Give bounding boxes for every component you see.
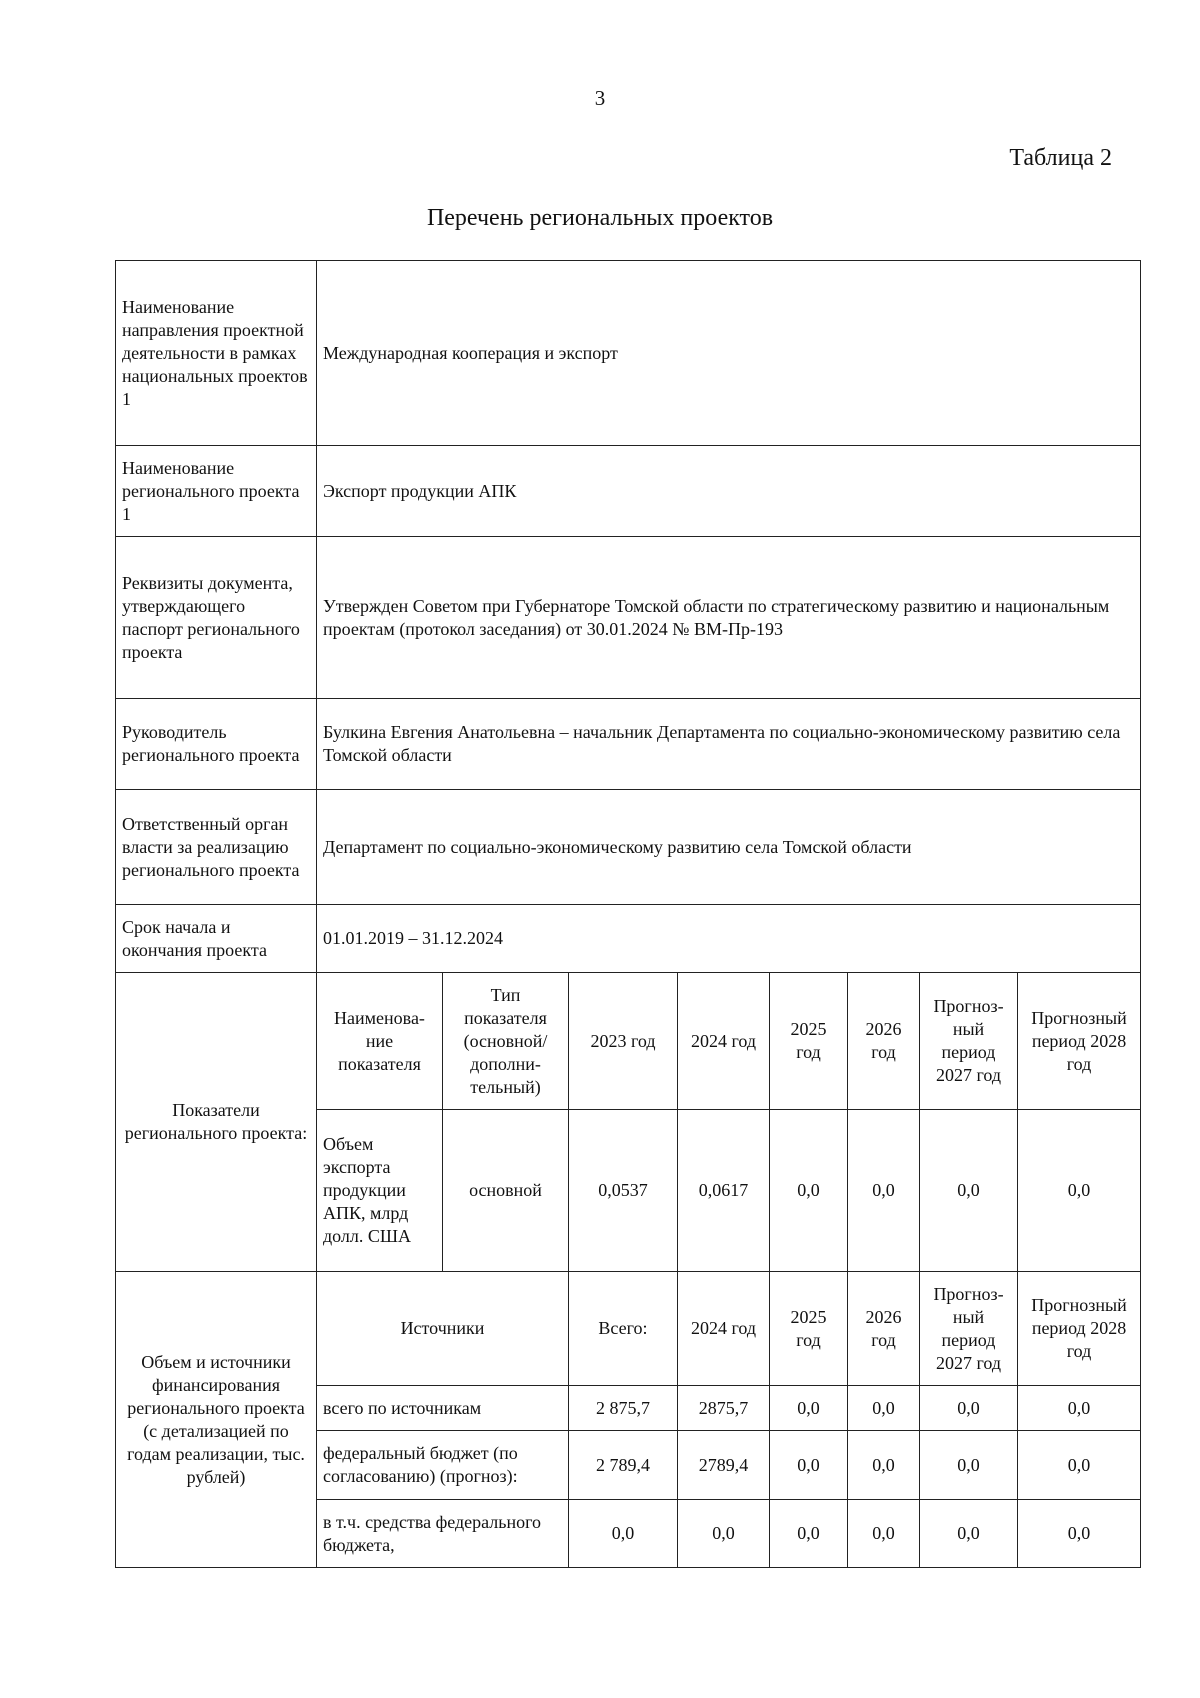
indicator-2023: 0,0537 — [569, 1110, 678, 1272]
financing-2028: 0,0 — [1018, 1431, 1141, 1500]
indicator-2028: 0,0 — [1018, 1110, 1141, 1272]
financing-2026: 0,0 — [848, 1500, 920, 1568]
financing-2028: 0,0 — [1018, 1500, 1141, 1568]
regional-projects-table — [115, 260, 1141, 1568]
indicators-label: Показатели регионального проекта: — [116, 973, 317, 1272]
row-requisites — [116, 537, 1141, 699]
project-name-label: Наименование регионального проекта 1 — [116, 446, 317, 537]
financing-total: 0,0 — [569, 1500, 678, 1568]
indicator-type: основной — [443, 1110, 569, 1272]
row-project-name — [116, 446, 1141, 537]
indicators-header-2024: 2024 год — [678, 973, 770, 1110]
direction-label: Наименование направления проектной деятельности в рамках национальных проектов 1 — [116, 261, 317, 446]
head-value: Булкина Евгения Анатольевна – начальник Департамента по социально-экономическому развитию села Томской области — [317, 699, 1141, 790]
financing-2028: 0,0 — [1018, 1386, 1141, 1431]
indicators-header-2027: Прогноз-ный период 2027 год — [920, 973, 1018, 1110]
financing-total: 2 875,7 — [569, 1386, 678, 1431]
financing-2024: 0,0 — [678, 1500, 770, 1568]
head-label: Руководитель регионального проекта — [116, 699, 317, 790]
indicator-name: Объем экспорта продукции АПК, млрд долл. США — [317, 1110, 443, 1272]
term-value: 01.01.2019 – 31.12.2024 — [317, 905, 1141, 973]
row-direction — [116, 261, 1141, 446]
financing-label: Объем и источники финансирования регионального проекта (с детализацией по годам реализации, тыс. рублей) — [116, 1272, 317, 1568]
financing-header-2028: Прогнозный период 2028 год — [1018, 1272, 1141, 1386]
row-head — [116, 699, 1141, 790]
financing-header-2027: Прогноз-ный период 2027 год — [920, 1272, 1018, 1386]
document-title: Перечень региональных проектов — [426, 205, 774, 231]
indicators-header-name: Наименова-ние показателя — [317, 973, 443, 1110]
financing-source: в т.ч. средства федерального бюджета, — [317, 1500, 569, 1568]
financing-2026: 0,0 — [848, 1386, 920, 1431]
financing-2024: 2789,4 — [678, 1431, 770, 1500]
financing-header-2025: 2025 год — [770, 1272, 848, 1386]
table-label: Таблица 2 — [1009, 145, 1112, 171]
financing-header-row — [116, 1272, 1141, 1386]
indicators-header-row — [116, 973, 1141, 1110]
indicator-2026: 0,0 — [848, 1110, 920, 1272]
row-responsible — [116, 790, 1141, 905]
project-name-value: Экспорт продукции АПК — [317, 446, 1141, 537]
financing-source: всего по источникам — [317, 1386, 569, 1431]
financing-source: федеральный бюджет (по согласованию) (прогноз): — [317, 1431, 569, 1500]
indicators-header-2026: 2026 год — [848, 973, 920, 1110]
indicators-header-2028: Прогнозный период 2028 год — [1018, 973, 1141, 1110]
term-label: Срок начала и окончания проекта — [116, 905, 317, 973]
indicator-2024: 0,0617 — [678, 1110, 770, 1272]
financing-header-total: Всего: — [569, 1272, 678, 1386]
financing-2027: 0,0 — [920, 1386, 1018, 1431]
financing-header-2024: 2024 год — [678, 1272, 770, 1386]
responsible-value: Департамент по социально-экономическому развитию села Томской области — [317, 790, 1141, 905]
responsible-label: Ответственный орган власти за реализацию регионального проекта — [116, 790, 317, 905]
indicator-2025: 0,0 — [770, 1110, 848, 1272]
financing-header-source: Источники — [317, 1272, 569, 1386]
financing-header-2026: 2026 год — [848, 1272, 920, 1386]
financing-2025: 0,0 — [770, 1386, 848, 1431]
indicators-header-2025: 2025 год — [770, 973, 848, 1110]
financing-2025: 0,0 — [770, 1431, 848, 1500]
direction-value: Международная кооперация и экспорт — [317, 261, 1141, 446]
indicators-header-type: Тип показателя (основной/ дополни-тельный) — [443, 973, 569, 1110]
page-number: 3 — [594, 86, 606, 110]
row-term — [116, 905, 1141, 973]
financing-2024: 2875,7 — [678, 1386, 770, 1431]
requisites-value: Утвержден Советом при Губернаторе Томской области по стратегическому развитию и национальным проектам (протокол заседания) от 30.01.2024 № ВМ-Пр-193 — [317, 537, 1141, 699]
indicator-2027: 0,0 — [920, 1110, 1018, 1272]
financing-total: 2 789,4 — [569, 1431, 678, 1500]
financing-2027: 0,0 — [920, 1431, 1018, 1500]
indicators-header-2023: 2023 год — [569, 973, 678, 1110]
financing-2027: 0,0 — [920, 1500, 1018, 1568]
requisites-label: Реквизиты документа, утверждающего паспорт регионального проекта — [116, 537, 317, 699]
financing-2025: 0,0 — [770, 1500, 848, 1568]
financing-2026: 0,0 — [848, 1431, 920, 1500]
